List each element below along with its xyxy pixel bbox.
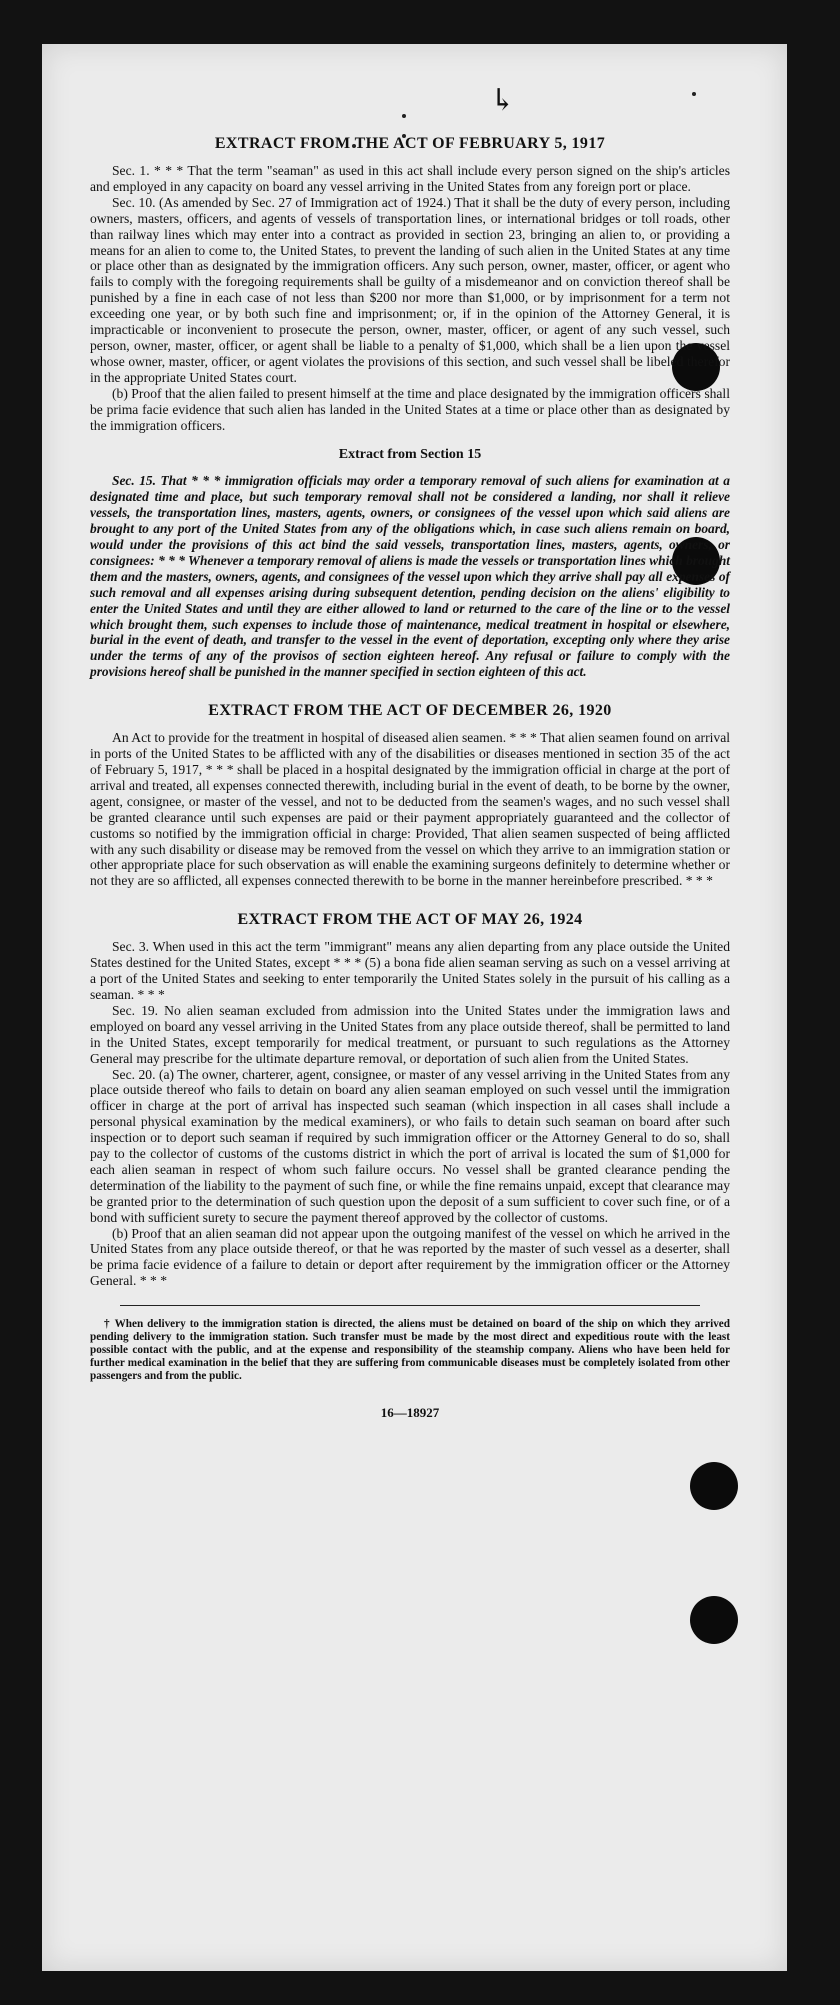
speck (402, 114, 406, 118)
paragraph-1917-b: (b) Proof that the alien failed to present himself at the time and place designated by the immigration officers shall be prima facie evidence that such alien has landed in the United States at a time or place other than as designated by the immigration officers. (90, 385, 730, 433)
page-number: 16—18927 (380, 1405, 440, 1421)
punch-hole (690, 1462, 738, 1510)
subheading-section-15: Extract from Section 15 (338, 447, 482, 463)
paragraph-1924-sec20: Sec. 20. (a) The owner, charterer, agent, consignee, or master of any vessel arriving in the United States from any place outside thereof who fails to detain on board any alien seaman employed on such vessel until the immigration officer in charge at the port of arrival has inspected such seaman (which inspection in all cases shall include a personal physical examination by the medical examiners), or who fails to detain such seaman on board after such inspection or to deport such seaman if required by such immigration officer or the Attorney General to do so, shall pay to the collector of customs of the customs district in which the port of arrival is located the sum of $1,000 for each alien seaman in respect of whom such failure occurs. No vessel shall be granted clearance pending the determination of the liability to the payment of such fine, or while the fine remains unpaid, except that clearance may be granted prior to the determination of such question upon the deposit of a sum sufficient to cover such fine, or of a bond with sufficient surety to secure the payment thereof approved by the collector of customs. (90, 1066, 730, 1225)
section-heading-1920: EXTRACT FROM THE ACT OF DECEMBER 26, 1920 (208, 702, 612, 720)
speck (692, 92, 696, 96)
paragraph-section-15: Sec. 15. That * * * immigration officials may order a temporary removal of such aliens for examination at a designated time and place, but such temporary removal shall not be considered a landing, nor shall it relieve vessels, the transportation lines, masters, agents, owners, or consignees of the vessel upon which said aliens are brought to any port of the United States from any of the obligations which, in case such aliens remain on board, would under the provisions of this act bind the said vessels, transportation lines, masters, agents, owners, or consignees: * * * Whenever a temporary removal of aliens is made the vessels or transportation lines which brought them and the masters, owners, agents, and consignees of the vessel upon which they arrive shall pay all expenses of such removal and all expenses arising during subsequent detention, pending decision on the aliens' eligibility to enter the United States and until they are either allowed to land or returned to the care of the line or to the vessel which brought them, such expenses to include those of maintenance, medical treatment in hospital or elsewhere, burial in the event of death, and transfer to the vessel in the event of deportation, excepting only where they arise under the terms of any of the provisos of section eighteen hereof. Any refusal or failure to comply with the provisions hereof shall be punished in the manner specified in section eighteen of this act. (90, 473, 730, 680)
paragraph-1924-b: (b) Proof that an alien seaman did not appear upon the outgoing manifest of the vessel on which he arrived in the United States from any place outside thereof, or that he was reported by the master of such vessel as a deserter, shall be prima facie evidence of a failure to detain or deport after requirement by the immigration officer or the Attorney General. * * * (90, 1225, 730, 1289)
paragraph-1924-sec19: Sec. 19. No alien seaman excluded from admission into the United States under the immigration laws and employed on board any vessel arriving in the United States from any place outside thereof, shall be permitted to land in the United States, except temporarily for medical treatment, or pursuant to such regulations as the Attorney General may prescribe for the ultimate departure removal, or deportation of such alien from the United States. (90, 1002, 730, 1066)
paragraph-1917-sec10: Sec. 10. (As amended by Sec. 27 of Immigration act of 1924.) That it shall be the duty of every person, including owners, masters, officers, and agents of vessels of transportation lines, or international bridges or toll roads, other than railway lines which may enter into a contract as provided in section 23, bringing an alien to, or providing a means for an alien to come to, the United States, to prevent the landing of such alien in the United States at any time or place other than as designated by the immigration officers. Any such person, owner, master, officer, or agent who fails to comply with the foregoing requirements shall be guilty of a misdemeanor and on conviction thereof shall be punished by a fine in each case of not less than $200 nor more than $1,000, or by imprisonment for a term not exceeding one year, or by both such fine and imprisonment; or, if in the opinion of the Attorney General, it is impracticable or inconvenient to prosecute the person, owner, master, officer, or agent of any such vessel, such person, owner, master, officer, or agent shall be liable to a penalty of $1,000, which shall be a lien upon the vessel whose owner, master, officer, or agent violates the provisions of this section, and such vessel shall be libeled therefor in the appropriate United States court. (90, 194, 730, 385)
paragraph-1917-sec1: Sec. 1. * * * That the term "seaman" as used in this act shall include every person signed on the ship's articles and employed in any capacity on board any vessel arriving in the United States from any foreign port or place. (90, 163, 730, 194)
punch-hole (690, 1596, 738, 1644)
paragraph-1924-sec3: Sec. 3. When used in this act the term "immigrant" means any alien departing from any place outside the United States destined for the United States, except * * * (5) a bona fide alien seaman serving as such on a vessel arriving at a port of the United States and seeking to enter temporarily the United States solely in the pursuit of his calling as a seaman. * * * (90, 939, 730, 1002)
document-body (90, 135, 730, 1421)
footnote-divider (120, 1305, 700, 1306)
footnote: † When delivery to the immigration station is directed, the aliens must be detained on board of the ship on which they arrived pending delivery to the immigration station. Such transfer must be made by the most direct and expeditious route with the least possible contact with the public, and at the expense and responsibility of the steamship company. Aliens who have been held for further medical examination in the belief that they are suffering from communicable diseases must be completely isolated from other passengers and from the public. (90, 1318, 730, 1383)
section-heading-1924: EXTRACT FROM THE ACT OF MAY 26, 1924 (237, 911, 583, 929)
paragraph-1920: An Act to provide for the treatment in hospital of diseased alien seamen. * * * That alien seamen found on arrival in ports of the United States to be afflicted with any of the disabilities or diseases mentioned in section 35 of the act of February 5, 1917, * * * shall be placed in a hospital designated by the immigration official in charge at the port of arrival and treated, all expenses connected therewith, including burial in the event of death, to be borne by the owner, agent, consignee, or master of the vessel, and not to be deducted from the seamen's wages, and no such vessel shall be granted clearance until such expenses are paid or their payment appropriately guaranteed and the collector of customs so notified by the immigration official in charge: Provided, That alien seamen suspected of being afflicted with any such disability or disease may be removed from the vessel on which they arrive to an immigration station or other appropriate place for such observation as will enable the examining surgeons definitely to determine whether or not they are so afflicted, all expenses connected therewith to be borne in the manner hereinbefore prescribed. * * * (90, 730, 730, 889)
section-heading-1917: EXTRACT FROM THE ACT OF FEBRUARY 5, 1917 (214, 135, 606, 152)
handwritten-mark: ↳ (490, 84, 516, 117)
